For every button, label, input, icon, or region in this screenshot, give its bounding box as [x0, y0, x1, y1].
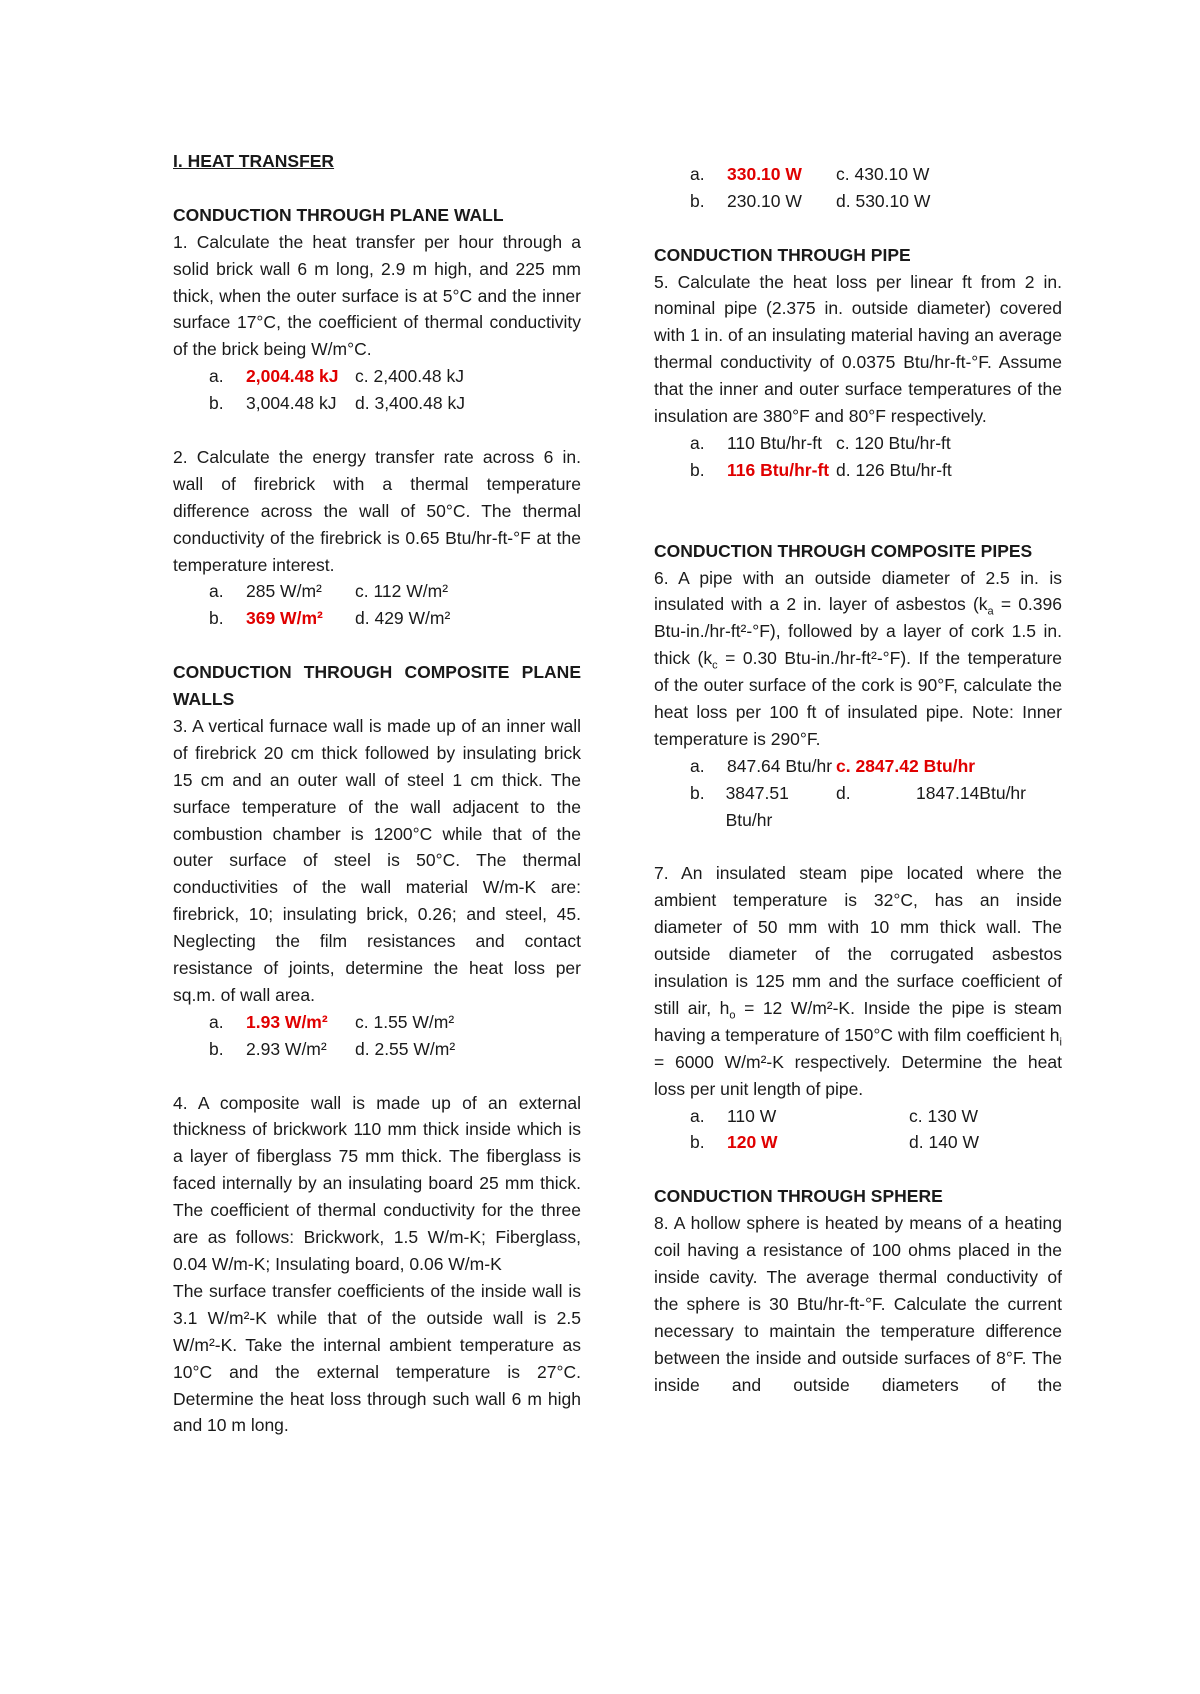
section-heading-composite-plane-walls: CONDUCTION THROUGH COMPOSITE PLANE WALLS [173, 662, 581, 710]
correct-answer: 330.10 W [727, 164, 802, 184]
correct-answer: 116 Btu/hr-ft [727, 459, 830, 480]
question-7-options [654, 1103, 1062, 1157]
question-6: 6. A pipe with an outside diameter of 2.5 in. is insulated with a 2 in. layer of asbestos ($k_a = 0.396$ Btu-in./hr-ft²-°F), followed by a layer of cork 1.5 in. thick ($k_c = 0.30$ Btu-in./hr-ft²-°F). If the temperature of the outer surface of the cork is 90°F, calculate the heat loss per 100 ft of insulated pipe. Note: Inner temperature is 290°F. [654, 567, 1062, 749]
option-d: d. 2.55 W/m² [355, 1038, 456, 1059]
question-2: 2. Calculate the energy transfer rate across 6 in. wall of firebrick with a thermal temperature difference across the wall of 50°C. The thermal conductivity of the firebrick is 0.65 Btu/hr-ft-°F at the temperature interest. [173, 446, 581, 575]
question-4-continued: The surface transfer coefficients of the inside wall is 3.1 W/m²-K while that of the outside wall is 2.5 W/m²-K. Take the internal ambient temperature as 10°C and the external temperature is 27°C. Determine the heat loss through such wall 6 m high and 10 m long. [173, 1280, 581, 1436]
option-c: c. 2,400.48 kJ [355, 366, 464, 387]
option-b: b. 116 Btu/hr-ft [654, 457, 836, 484]
question-3: 3. A vertical furnace wall is made up of an inner wall of firebrick 20 cm thick followed by insulating brick 15 cm and an outer wall of steel 1 cm thick. The surface temperature of the wall adjacent to the combustion chamber is 1200°C while that of the outer surface of steel is 50°C. The thermal conductivities of the wall material W/m-K are: firebrick, 10; insulating brick, 0.26; and steel, 45. Neglecting the film resistances and contact resistance of joints, determine the heat loss per sq.m. of wall area. [173, 715, 581, 1005]
section-heading-pipe: CONDUCTION THROUGH PIPE [654, 244, 911, 265]
option-b: b. 230.10 W [690, 190, 802, 211]
option-a: a. 330.10 W [654, 161, 836, 188]
correct-answer: 369 W/m² [246, 608, 323, 629]
option-c-correct-answer: c. 2847.42 Btu/hr [836, 755, 976, 776]
question-3-options [173, 1009, 581, 1063]
correct-answer: 1.93 W/m² [246, 1011, 328, 1032]
option-a: a. 2,004.48 kJ [173, 363, 355, 390]
option-c: c. 1.55 W/m² [355, 1011, 455, 1032]
option-a: a. 847.64 Btu/hr [690, 755, 833, 776]
option-a: a. 285 W/m² [209, 581, 322, 602]
option-d: d. 126 Btu/hr-ft [836, 459, 952, 480]
question-8: 8. A hollow sphere is heated by means of a heating coil having a resistance of 100 ohms placed in the inside cavity. The average thermal conductivity of the sphere is 30 Btu/hr-ft-°F. Calculate the current necessary to maintain the temperature difference between the inside and outside surfaces of 8°F. The inside and outside diameters of the [654, 1213, 1062, 1395]
option-c: c. 130 W [909, 1105, 979, 1126]
section-heading-sphere: CONDUCTION THROUGH SPHERE [654, 1186, 943, 1207]
section-heading-composite-pipes: CONDUCTION THROUGH COMPOSITE PIPES [654, 540, 1033, 561]
option-b: b. 120 W [654, 1129, 909, 1156]
document-title: I. HEAT TRANSFER [173, 151, 335, 171]
correct-answer: 2,004.48 kJ [246, 366, 339, 387]
question-1: 1. Calculate the heat transfer per hour through a solid brick wall 6 m long, 2.9 m high, and 225 mm thick, when the outer surface is at 5°C and the inner surface 17°C, the coefficient of thermal conductivity of the brick being W/m°C. [173, 231, 581, 360]
option-c: c. 112 W/m² [355, 581, 449, 602]
option-d: d. 140 W [909, 1132, 980, 1153]
question-7: 7. An insulated steam pipe located where the ambient temperature is 32°C, has an inside diameter of 50 mm with 10 mm thick wall. The outside diameter of the corrugated asbestos insulation is 125 mm and the surface coefficient of still air, $h_o = 12$ W/m²-K. Inside the pipe is steam having a temperature of 150°C with film coefficient $h_i = 6000$ W/m²-K respectively. Determine the heat loss per unit length of pipe. [654, 863, 1063, 1099]
option-b: b. 3847.51 Btu/hr [690, 782, 789, 830]
question-4: 4. A composite wall is made up of an external thickness of brickwork 110 mm thick inside which is a layer of fiberglass 75 mm thick. The fiberglass is faced internally by an insulating board 25 mm thick. The coefficient of thermal conductivity for the three are as follows: Brickwork, 1.5 W/m-K; Fiberglass, 0.04 W/m-K; Insulating board, 0.06 W/m-K [173, 1092, 581, 1274]
option-c: c. 430.10 W [836, 164, 930, 184]
option-b: b. 369 W/m² [173, 605, 355, 632]
option-a: a. 110 W [690, 1105, 777, 1126]
option-d: d. 1847.14Btu/hr [836, 782, 1026, 803]
option-b: b. 3,004.48 kJ [209, 393, 337, 414]
section-heading-plane-wall: CONDUCTION THROUGH PLANE WALL [173, 204, 504, 225]
right-column [654, 161, 1062, 1399]
question-6-options [654, 753, 1062, 830]
option-a: a. 1.93 W/m² [173, 1009, 355, 1036]
correct-answer: 120 W [727, 1132, 778, 1153]
option-d: d. 530.10 W [836, 190, 931, 211]
question-5-options [654, 430, 1062, 484]
option-d: d. 429 W/m² [355, 608, 451, 629]
option-b: b. 2.93 W/m² [209, 1038, 327, 1059]
question-2-options [173, 578, 581, 632]
question-1-options [173, 363, 581, 417]
option-a: a. 110 Btu/hr-ft [690, 433, 823, 454]
left-column [173, 148, 581, 1439]
option-d: d. 3,400.48 kJ [355, 393, 465, 414]
question-4-options [654, 161, 1062, 215]
option-c: c. 120 Btu/hr-ft [836, 433, 951, 454]
question-5: 5. Calculate the heat loss per linear ft from 2 in. nominal pipe (2.375 in. outside diameter) covered with 1 in. of an insulating material having an average thermal conductivity of 0.0375 Btu/hr-ft-°F. Assume that the inner and outer surface temperatures of the insulation are 380°F and 80°F respectively. [654, 271, 1062, 427]
